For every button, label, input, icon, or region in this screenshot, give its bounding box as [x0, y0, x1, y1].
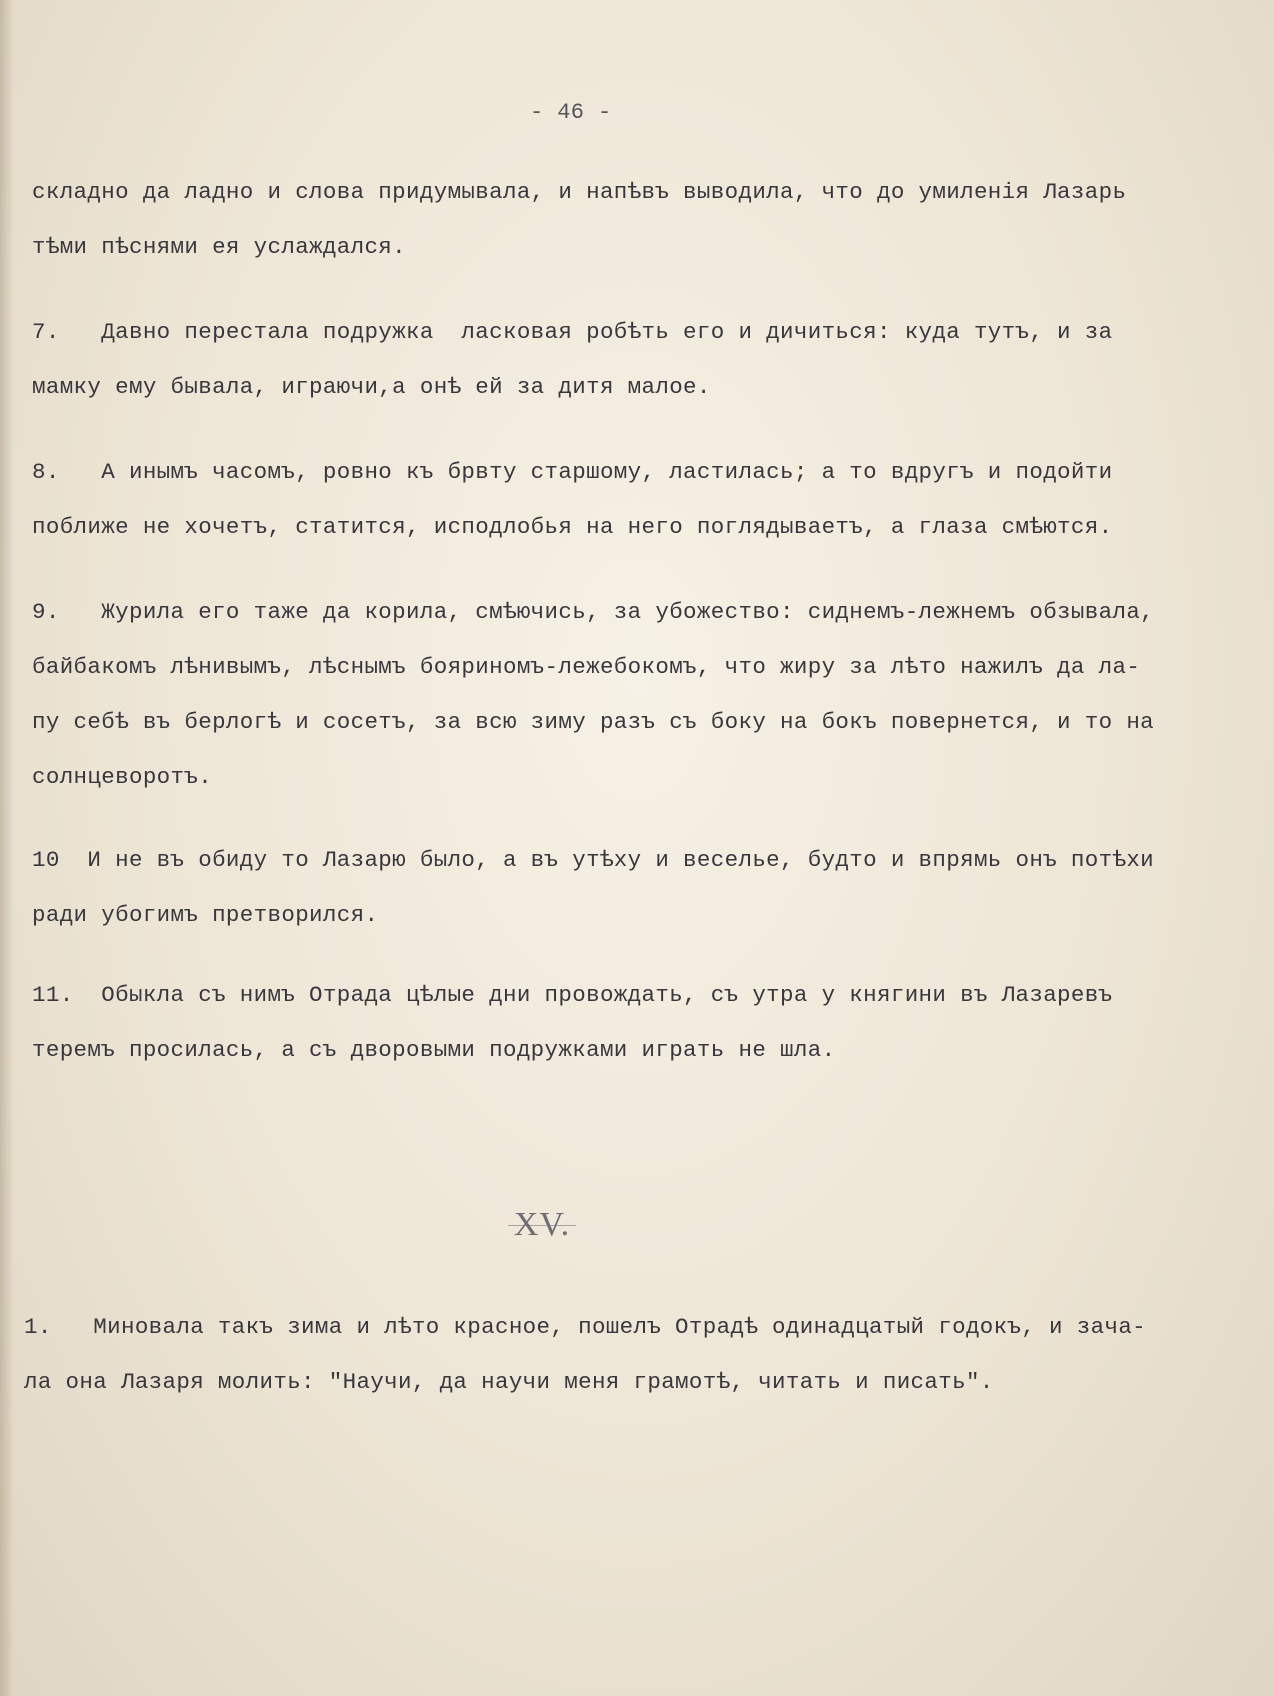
paragraph-7 — [32, 305, 1242, 415]
text-line: складно да ладно и слова придумывала, и напѣвъ выводила, что до умиленія Лазарь — [32, 179, 1127, 205]
paragraph-11 — [32, 968, 1242, 1078]
section-number: XV. — [513, 1206, 571, 1243]
text-line: тѣми пѣснями ея услаждался. — [32, 234, 407, 260]
text-line: солнцеворотъ. — [32, 764, 213, 790]
text-line: ла она Лазаря молить: "Научи, да научи меня грамотѣ, читать и писать". — [24, 1369, 994, 1395]
text-line: мамку ему бывала, играючи,а онѣ ей за дитя малое. — [32, 374, 711, 400]
text-line: 9. Журила его таже да корила, смѣючись, за убожество: сиднемъ-лежнемъ обзывала, — [32, 599, 1155, 625]
text-line: 8. А инымъ часомъ, ровно къ брвту старшому, ластилась; а то вдругъ и подойти — [32, 459, 1113, 485]
text-line: поближе не хочетъ, статится, исподлобья на него поглядываетъ, а глаза смѣются. — [32, 514, 1113, 540]
text-line: ради убогимъ претворился. — [32, 902, 379, 928]
text-line: теремъ просилась, а съ дворовыми подружками играть не шла. — [32, 1037, 836, 1063]
page-number: - 46 - — [530, 100, 612, 125]
paragraph-10 — [32, 833, 1242, 943]
text-line: байбакомъ лѣнивымъ, лѣснымъ бояриномъ-лежебокомъ, что жиру за лѣто нажилъ да ла- — [32, 654, 1141, 680]
text-line: 11. Обыкла съ нимъ Отрада цѣлые дни провождать, съ утра у княгини въ Лазаревъ — [32, 982, 1113, 1008]
text-line: 7. Давно перестала подружка ласковая робѣть его и дичиться: куда тутъ, и за — [32, 319, 1113, 345]
paragraph-intro — [32, 165, 1242, 275]
text-line: пу себѣ въ берлогѣ и сосетъ, за всю зиму разъ съ боку на бокъ повернется, и то на — [32, 709, 1155, 735]
section-heading — [497, 1205, 587, 1245]
text-line: 1. Миновала такъ зима и лѣто красное, пошелъ Отрадѣ одинадцатый годокъ, и зача- — [24, 1314, 1147, 1340]
section-paragraph-1 — [24, 1300, 1234, 1410]
text-line: 10 И не въ обиду то Лазарю было, а въ утѣху и веселье, будто и впрямь онъ потѣхи — [32, 847, 1155, 873]
paragraph-9 — [32, 585, 1242, 805]
paragraph-8 — [32, 445, 1242, 555]
